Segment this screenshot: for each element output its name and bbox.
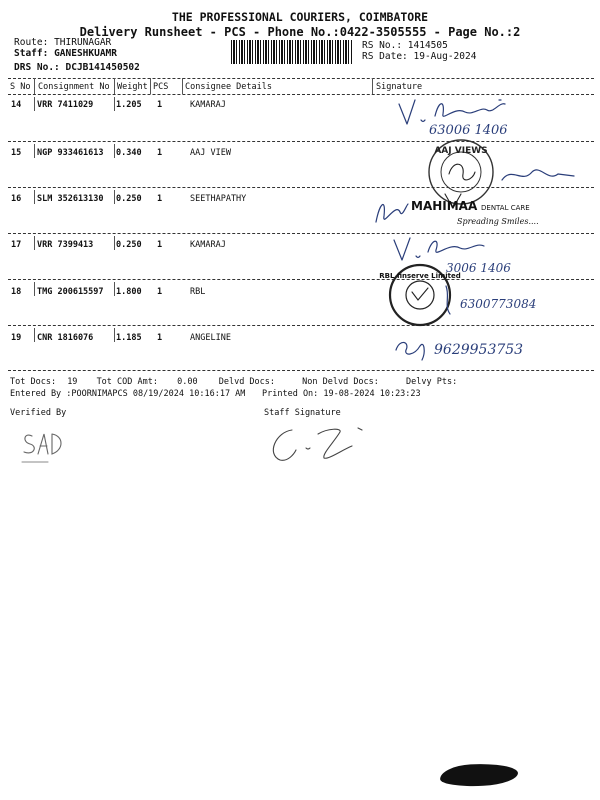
- mahimaa-name: MAHIMAA: [411, 199, 478, 213]
- row-sno: 19: [11, 333, 22, 343]
- row-weight: 1.185: [116, 333, 142, 343]
- route-value: THIRUNAGAR: [54, 37, 112, 48]
- row-consignment: TMG 200615597: [37, 287, 104, 297]
- row-consignment: VRR 7411029: [37, 100, 94, 110]
- row-consignee: ANGELINE: [190, 333, 231, 343]
- drs-value: DCJB141450502: [65, 62, 140, 73]
- verified-by-label: Verified By: [10, 408, 67, 418]
- row-consignee: SEETHAPATHY: [190, 194, 247, 204]
- rs-date-line: [362, 51, 476, 62]
- row-weight: 0.250: [116, 194, 142, 204]
- row-pcs: 1: [157, 240, 163, 250]
- column-divider: [114, 190, 115, 204]
- column-divider: [114, 282, 115, 296]
- staff-value: GANESHKUAMR: [54, 48, 117, 59]
- row-pcs: 1: [157, 148, 163, 158]
- column-divider: [114, 78, 115, 94]
- row-pcs: 1: [157, 194, 163, 204]
- column-divider: [150, 78, 151, 94]
- row-sno: 18: [11, 287, 22, 297]
- row-consignee: KAMARAJ: [190, 240, 226, 250]
- column-divider: [34, 78, 35, 94]
- column-divider: [372, 78, 373, 94]
- runsheet-title: Delivery Runsheet - PCS - Phone No.:0422-3505555 - Page No.:2: [79, 25, 521, 39]
- rs-date-value: 19-Aug-2024: [413, 51, 477, 62]
- column-divider: [34, 328, 35, 342]
- drs-line: [14, 62, 140, 73]
- rs-date-label: RS Date:: [362, 51, 408, 62]
- mahimaa-tag: DENTAL CARE: [481, 204, 530, 212]
- col-header-sno: S No: [10, 82, 31, 92]
- column-divider: [114, 144, 115, 158]
- divider: [8, 370, 594, 371]
- tot-cod-value: 0.00: [177, 377, 198, 387]
- rs-no-line: [362, 40, 448, 51]
- entered-by-value: POORNIMAPCS 08/19/2024 10:16:17 AM: [71, 389, 246, 399]
- row-weight: 0.250: [116, 240, 142, 250]
- signature-row17-number: 3006 1406: [446, 261, 511, 275]
- row-sno: 17: [11, 240, 22, 250]
- column-divider: [182, 78, 183, 94]
- row-weight: 1.800: [116, 287, 142, 297]
- column-divider: [34, 144, 35, 158]
- mahimaa-stamp: [405, 190, 555, 232]
- row-weight: 0.340: [116, 148, 142, 158]
- rs-no-label: RS No.:: [362, 40, 403, 51]
- drs-label: DRS No.:: [14, 62, 60, 73]
- row-consignment: NGP 933461613: [37, 148, 104, 158]
- ink-smudge: [439, 762, 518, 788]
- printed-on-label: Printed On:: [262, 389, 319, 399]
- delvd-docs-label: Delvd Docs:: [218, 377, 276, 387]
- staff-signature: [262, 420, 372, 470]
- route-label: Route:: [14, 37, 49, 48]
- runsheet-barcode: [231, 40, 353, 64]
- delvy-pts-label: Delvy Pts:: [406, 377, 458, 387]
- column-divider: [34, 236, 35, 250]
- column-divider: [34, 282, 35, 296]
- row-pcs: 1: [157, 287, 163, 297]
- row-consignee: AAJ VIEW: [190, 148, 231, 158]
- column-divider: [114, 236, 115, 250]
- row-consignment: SLM 352613130: [37, 194, 104, 204]
- divider: [8, 141, 594, 142]
- signature-row19-number: 9629953753: [434, 342, 524, 358]
- tot-cod-label: Tot COD Amt:: [96, 377, 158, 387]
- staff-label: Staff:: [14, 48, 49, 59]
- route-line: [14, 37, 111, 48]
- tot-docs-label: Tot Docs:: [10, 377, 57, 387]
- row-sno: 15: [11, 148, 22, 158]
- company-title: THE PROFESSIONAL COURIERS, COIMBATORE: [171, 10, 429, 24]
- totals-line: [10, 377, 457, 387]
- entered-by-line: [10, 389, 245, 399]
- verified-by-signature: [18, 420, 78, 470]
- rs-no-value: 1414505: [407, 40, 448, 51]
- col-header-pcs: PCS: [153, 82, 169, 92]
- entered-by-label: Entered By :: [10, 389, 72, 399]
- signature-row14-number: 63006 1406: [429, 123, 508, 138]
- row-sno: 16: [11, 194, 22, 204]
- printed-on-value: 19-08-2024 10:23:23: [323, 389, 421, 399]
- row-weight: 1.205: [116, 100, 142, 110]
- printed-on-line: [262, 389, 421, 399]
- row-consignment: VRR 7399413: [37, 240, 94, 250]
- col-header-consignment: Consignment No: [38, 82, 110, 92]
- staff-signature-label: Staff Signature: [264, 408, 341, 418]
- column-divider: [34, 190, 35, 204]
- row-consignee: RBL: [190, 287, 206, 297]
- row-consignee: KAMARAJ: [190, 100, 226, 110]
- rbl-stamp-text: RBL finserve Limited: [379, 272, 461, 280]
- non-delvd-docs-label: Non Delvd Docs:: [302, 377, 379, 387]
- column-divider: [114, 97, 115, 111]
- divider: [8, 325, 594, 326]
- column-divider: [114, 328, 115, 342]
- signature-row15: [498, 160, 578, 190]
- row-sno: 14: [11, 100, 22, 110]
- col-header-signature: Signature: [376, 82, 423, 92]
- signature-row19: [390, 328, 560, 368]
- divider: [8, 78, 594, 79]
- divider: [8, 94, 594, 95]
- column-divider: [34, 97, 35, 111]
- signature-row18-number: 6300773084: [460, 297, 537, 311]
- aaj-views-stamp-text: AAJ VIEWS: [434, 146, 488, 156]
- row-pcs: 1: [157, 333, 163, 343]
- signature-row18: [442, 282, 592, 324]
- divider: [8, 279, 594, 280]
- signature-row14: [395, 96, 545, 141]
- tot-docs-value: 19: [67, 377, 78, 387]
- signature-row16: [370, 192, 410, 232]
- row-consignment: CNR 1816076: [37, 333, 94, 343]
- col-header-weight: Weight: [117, 82, 148, 92]
- mahimaa-slogan: Spreading Smiles....: [457, 217, 539, 226]
- row-pcs: 1: [157, 100, 163, 110]
- col-header-consignee: Consignee Details: [185, 82, 272, 92]
- staff-line: [14, 48, 117, 59]
